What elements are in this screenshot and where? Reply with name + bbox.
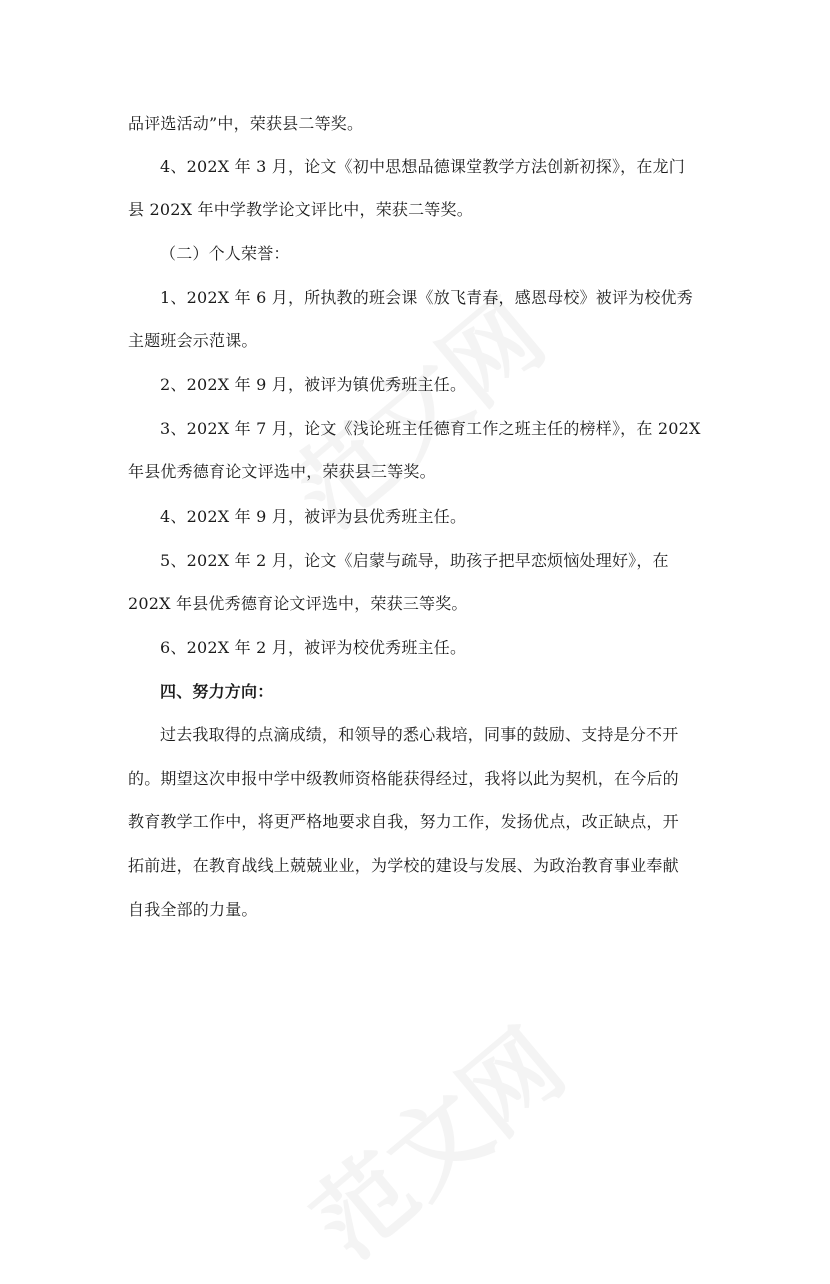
paragraph-line: 过去我取得的点滴成绩，和领导的悉心栽培，同事的鼓励、支持是分不开 xyxy=(160,725,679,744)
paragraph-line: 6、202X 年 2 月，被评为校优秀班主任。 xyxy=(160,638,467,657)
paragraph-line: 拓前进，在教育战线上兢兢业业，为学校的建设与发展、为政治教育事业奉献 xyxy=(128,856,679,875)
paragraph-line: 自我全部的力量。 xyxy=(128,900,258,919)
paragraph-line: 202X 年县优秀德育论文评选中，荣获三等奖。 xyxy=(128,594,468,613)
paragraph-line: 2、202X 年 9 月，被评为镇优秀班主任。 xyxy=(160,375,467,394)
paragraph-line: 3、202X 年 7 月，论文《浅论班主任德育工作之班主任的榜样》，在 202X xyxy=(160,419,701,438)
paragraph-line: 品评选活动”中，荣获县二等奖。 xyxy=(128,114,364,133)
watermark xyxy=(280,993,589,1283)
paragraph-line: 县 202X 年中学教学论文评比中，荣获二等奖。 xyxy=(128,200,473,219)
section-heading: 四、努力方向： xyxy=(160,682,274,701)
paragraph-line: 主题班会示范课。 xyxy=(128,331,258,350)
paragraph-line: 1、202X 年 6 月，所执教的班会课《放飞青春，感恩母校》被评为校优秀 xyxy=(160,288,693,307)
paragraph-line: 5、202X 年 2 月，论文《启蒙与疏导，助孩子把早恋烦恼处理好》，在 xyxy=(160,551,669,570)
paragraph-line: 教育教学工作中，将更严格地要求自我，努力工作，发扬优点，改正缺点，开 xyxy=(128,812,679,831)
section-subheading: （二）个人荣誉： xyxy=(160,244,290,263)
paragraph-line: 的。期望这次申报中学中级教师资格能获得经过，我将以此为契机，在今后的 xyxy=(128,769,679,788)
paragraph-line: 4、202X 年 9 月，被评为县优秀班主任。 xyxy=(160,507,467,526)
paragraph-line: 年县优秀德育论文评选中，荣获县三等奖。 xyxy=(128,462,436,481)
paragraph-line: 4、202X 年 3 月，论文《初中思想品德课堂教学方法创新初探》，在龙门 xyxy=(160,157,685,176)
